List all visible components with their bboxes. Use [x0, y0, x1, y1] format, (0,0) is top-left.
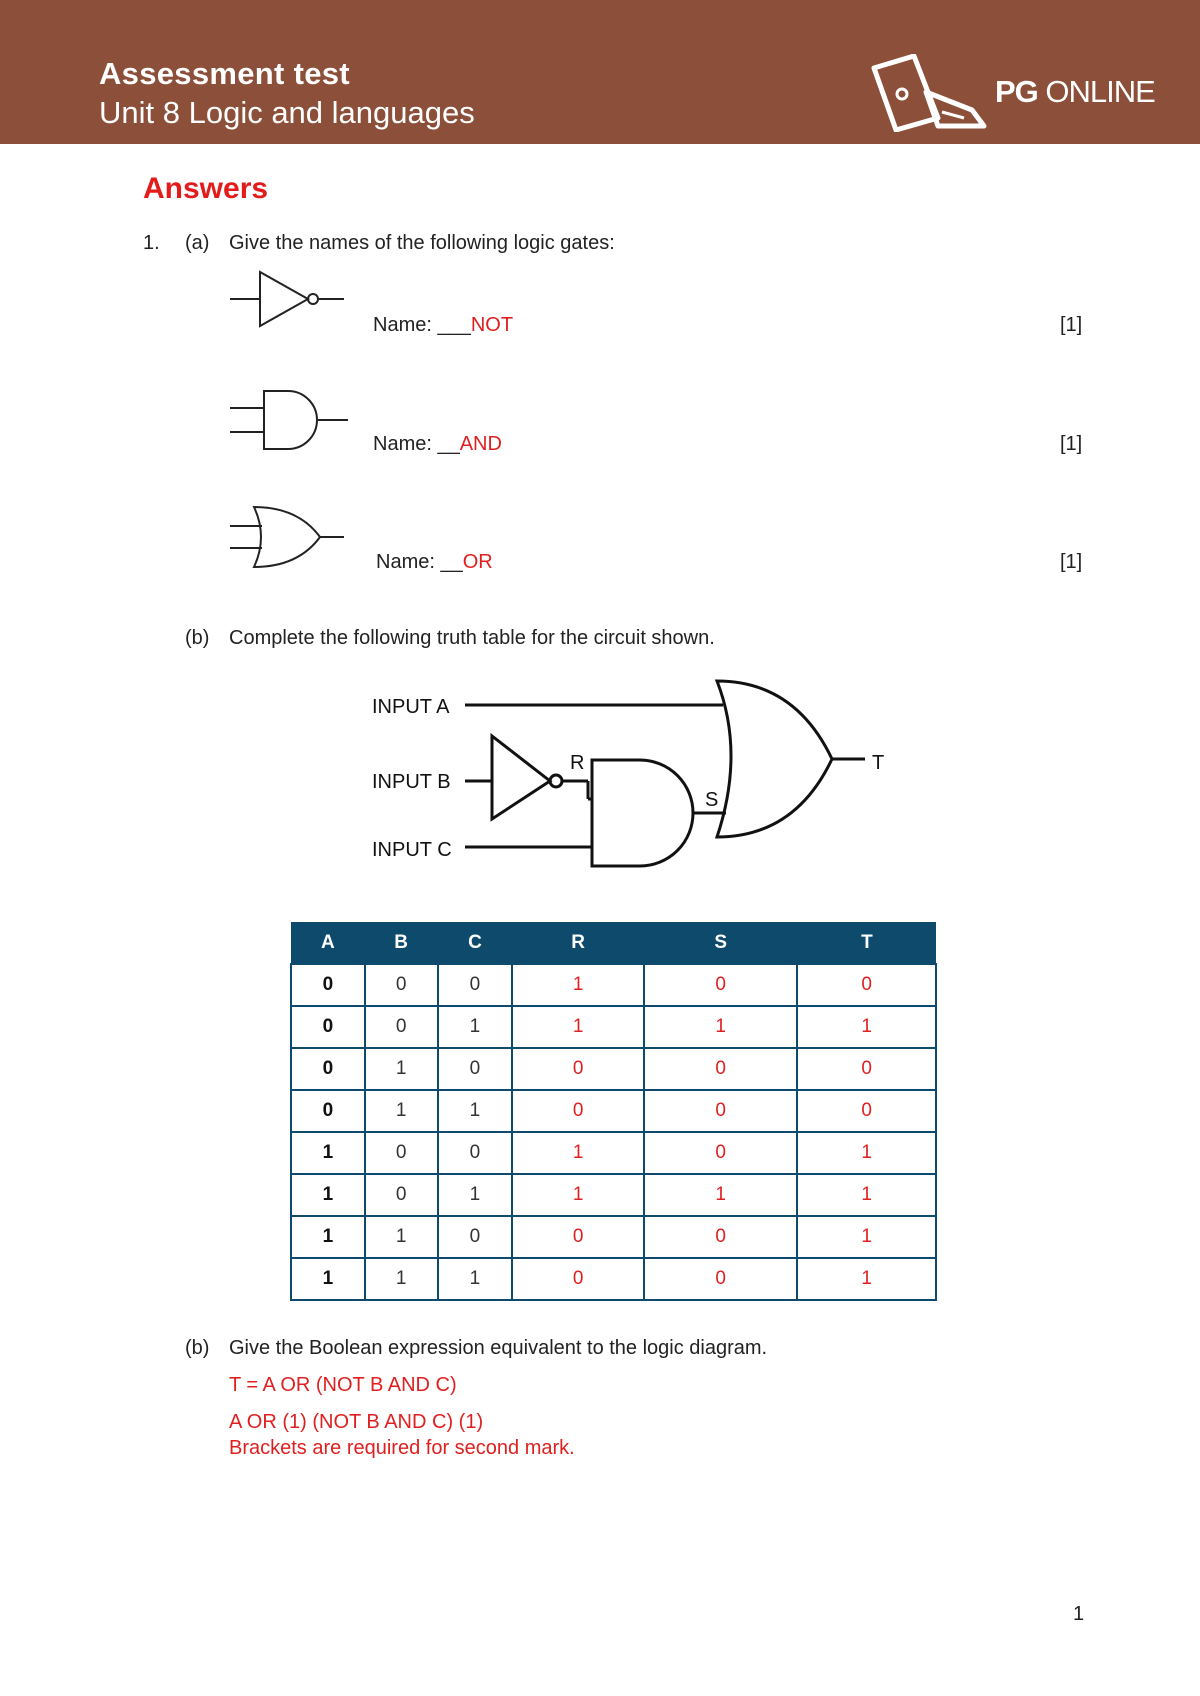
table-cell-a: 0 — [291, 1090, 365, 1132]
table-cell-r: 1 — [512, 964, 644, 1006]
input-c-label: INPUT C — [372, 839, 452, 861]
table-row — [291, 1216, 936, 1258]
table-header-row — [291, 922, 936, 964]
table-cell-t: 1 — [797, 1216, 936, 1258]
table-cell-c: 0 — [438, 1216, 513, 1258]
column-header: S — [644, 922, 797, 964]
table-row — [291, 1048, 936, 1090]
table-cell-s: 1 — [644, 1006, 797, 1048]
column-header: B — [365, 922, 438, 964]
table-cell-r: 1 — [512, 1132, 644, 1174]
brand-logo-text — [995, 74, 1155, 110]
part-c-prompt: Give the Boolean expression equivalent to the logic diagram. — [229, 1337, 768, 1359]
table-cell-c: 0 — [438, 964, 513, 1006]
table-cell-a: 1 — [291, 1258, 365, 1300]
table-row — [291, 964, 936, 1006]
table-cell-s: 0 — [644, 1048, 797, 1090]
table-cell-b: 1 — [365, 1090, 438, 1132]
part-a-label: (a) — [185, 232, 210, 254]
table-cell-s: 0 — [644, 1258, 797, 1300]
table-cell-b: 0 — [365, 1006, 438, 1048]
table-cell-t: 0 — [797, 1048, 936, 1090]
part-b-label: (b) — [185, 627, 210, 649]
gate-name-not — [373, 314, 513, 337]
table-cell-r: 0 — [512, 1258, 644, 1300]
name-prefix: Name: __ — [376, 551, 463, 573]
table-cell-a: 1 — [291, 1132, 365, 1174]
t-label: T — [872, 752, 885, 774]
not-gate-symbol — [492, 736, 550, 819]
table-cell-b: 0 — [365, 964, 438, 1006]
name-prefix: Name: ___ — [373, 314, 471, 336]
table-cell-s: 1 — [644, 1174, 797, 1216]
part-b-prompt: Complete the following truth table for the circuit shown. — [229, 627, 715, 649]
answer-expression: T = A OR (NOT B AND C) — [229, 1374, 457, 1396]
table-cell-s: 0 — [644, 964, 797, 1006]
table-cell-c: 1 — [438, 1174, 513, 1216]
truth-table — [290, 922, 937, 1301]
input-b-label: INPUT B — [372, 771, 451, 793]
section-title: Answers — [143, 172, 269, 205]
table-cell-t: 1 — [797, 1258, 936, 1300]
table-cell-t: 1 — [797, 1174, 936, 1216]
part-a-prompt: Give the names of the following logic gates: — [229, 232, 615, 254]
gate-answer: OR — [462, 551, 493, 573]
marks: [1] — [1060, 433, 1083, 455]
name-prefix: Name: __ — [373, 433, 460, 455]
table-row — [291, 1174, 936, 1216]
table-cell-c: 1 — [438, 1006, 513, 1048]
gate-answer: AND — [459, 433, 502, 455]
table-cell-r: 0 — [512, 1090, 644, 1132]
mark-scheme-line: A OR (1) (NOT B AND C) (1) — [229, 1411, 484, 1433]
table-cell-c: 1 — [438, 1258, 513, 1300]
marks: [1] — [1060, 551, 1083, 573]
logic-circuit-diagram — [360, 668, 900, 878]
table-cell-a: 0 — [291, 1048, 365, 1090]
input-a-label: INPUT A — [372, 696, 450, 718]
table-row — [291, 1258, 936, 1300]
gate-name-and — [373, 433, 502, 456]
table-cell-s: 0 — [644, 1132, 797, 1174]
logo-bold: PG — [995, 74, 1038, 109]
table-cell-b: 0 — [365, 1132, 438, 1174]
table-cell-t: 0 — [797, 1090, 936, 1132]
column-header: R — [512, 922, 644, 964]
s-label: S — [705, 789, 719, 811]
and-gate-symbol — [592, 760, 693, 866]
page-number: 1 — [1073, 1603, 1085, 1625]
and-gate-icon — [228, 388, 358, 452]
table-cell-b: 0 — [365, 1174, 438, 1216]
table-cell-a: 0 — [291, 1006, 365, 1048]
table-cell-r: 0 — [512, 1216, 644, 1258]
table-cell-a: 1 — [291, 1216, 365, 1258]
table-cell-r: 1 — [512, 1174, 644, 1216]
column-header: T — [797, 922, 936, 964]
header-subtitle: Unit 8 Logic and languages — [99, 95, 475, 130]
table-cell-t: 1 — [797, 1006, 936, 1048]
or-gate-icon — [228, 504, 358, 570]
table-row — [291, 1132, 936, 1174]
column-header: C — [438, 922, 513, 964]
table-cell-b: 1 — [365, 1048, 438, 1090]
r-label: R — [570, 752, 585, 774]
marks: [1] — [1060, 314, 1083, 336]
table-row — [291, 1006, 936, 1048]
table-cell-r: 1 — [512, 1006, 644, 1048]
column-header: A — [291, 922, 365, 964]
table-cell-t: 0 — [797, 964, 936, 1006]
mark-scheme-note: Brackets are required for second mark. — [229, 1437, 575, 1459]
table-cell-a: 1 — [291, 1174, 365, 1216]
or-gate-symbol — [717, 681, 832, 837]
table-cell-r: 0 — [512, 1048, 644, 1090]
logo-light: ONLINE — [1045, 74, 1155, 109]
table-cell-b: 1 — [365, 1216, 438, 1258]
table-cell-a: 0 — [291, 964, 365, 1006]
question-number: 1. — [143, 232, 160, 254]
header-title: Assessment test — [99, 56, 350, 91]
table-cell-s: 0 — [644, 1216, 797, 1258]
table-cell-c: 1 — [438, 1090, 513, 1132]
table-cell-c: 0 — [438, 1048, 513, 1090]
laptop-logo-icon — [868, 54, 992, 132]
part-c-label: (b) — [185, 1337, 210, 1359]
table-cell-t: 1 — [797, 1132, 936, 1174]
table-row — [291, 1090, 936, 1132]
table-cell-s: 0 — [644, 1090, 797, 1132]
gate-name-or — [376, 551, 493, 574]
not-gate-icon — [228, 268, 348, 330]
page-header — [0, 0, 1200, 144]
table-cell-b: 1 — [365, 1258, 438, 1300]
table-cell-c: 0 — [438, 1132, 513, 1174]
gate-answer: NOT — [470, 314, 514, 336]
